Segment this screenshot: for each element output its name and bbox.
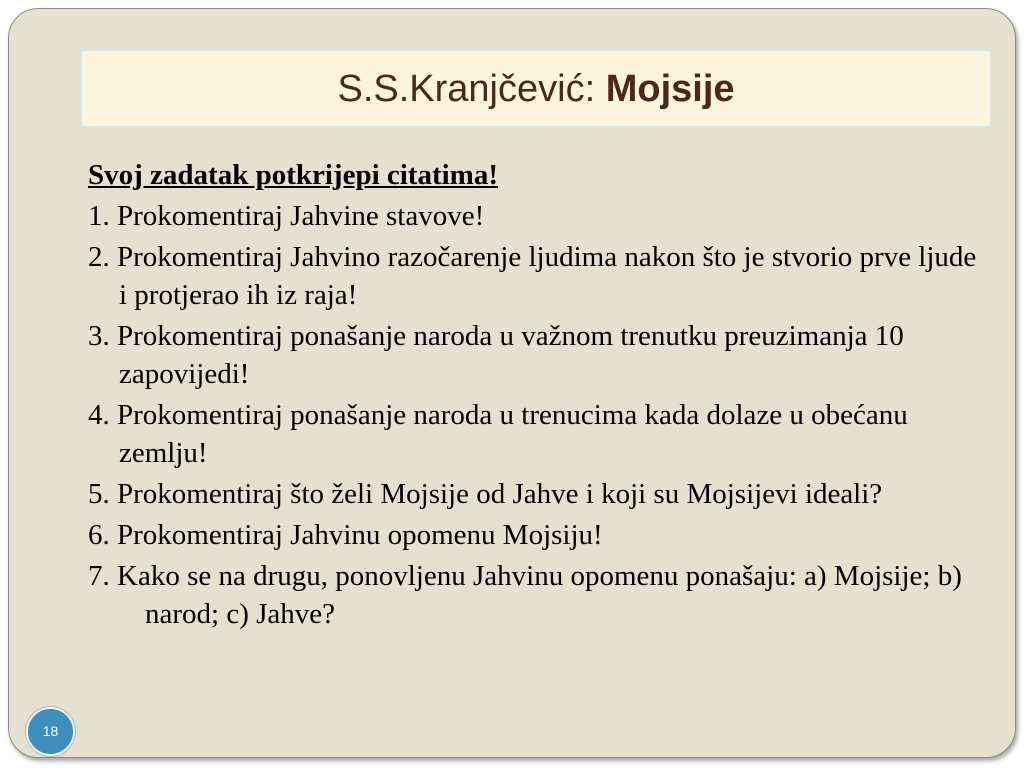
task-item-3: 3. Prokomentiraj ponašanje naroda u važnom trenutku preuzimanja 10 zapovijedi! <box>88 320 904 390</box>
task-item-4: 4. Prokomentiraj ponašanje naroda u trenucima kada dolaze u obećanu zemlju! <box>88 399 908 469</box>
title-work: Mojsije <box>605 68 735 110</box>
page-number-badge: 18 <box>26 707 75 756</box>
task-heading: Svoj zadatak potkrijepi citatima! <box>88 159 498 191</box>
task-item-7: 7. Kako se na drugu, ponovljenu Jahvinu opomenu ponašaju: a) Mojsije; b) narod; c) Jahve? <box>88 560 962 630</box>
slide <box>8 8 1016 758</box>
title-author: S.S.Kranjčević: <box>337 68 606 110</box>
slide-title <box>82 66 990 112</box>
task-list <box>88 156 988 636</box>
task-item-2: 2. Prokomentiraj Jahvino razočarenje ljudima nakon što je stvorio prve ljude i protjerao ih iz raja! <box>88 241 977 311</box>
task-item-5: 5. Prokomentiraj što želi Mojsije od Jahve i koji su Mojsijevi ideali? <box>88 478 883 510</box>
task-item-6: 6. Prokomentiraj Jahvinu opomenu Mojsiju! <box>88 519 603 551</box>
task-item-1: 1. Prokomentiraj Jahvine stavove! <box>88 200 485 232</box>
title-box <box>80 49 992 128</box>
